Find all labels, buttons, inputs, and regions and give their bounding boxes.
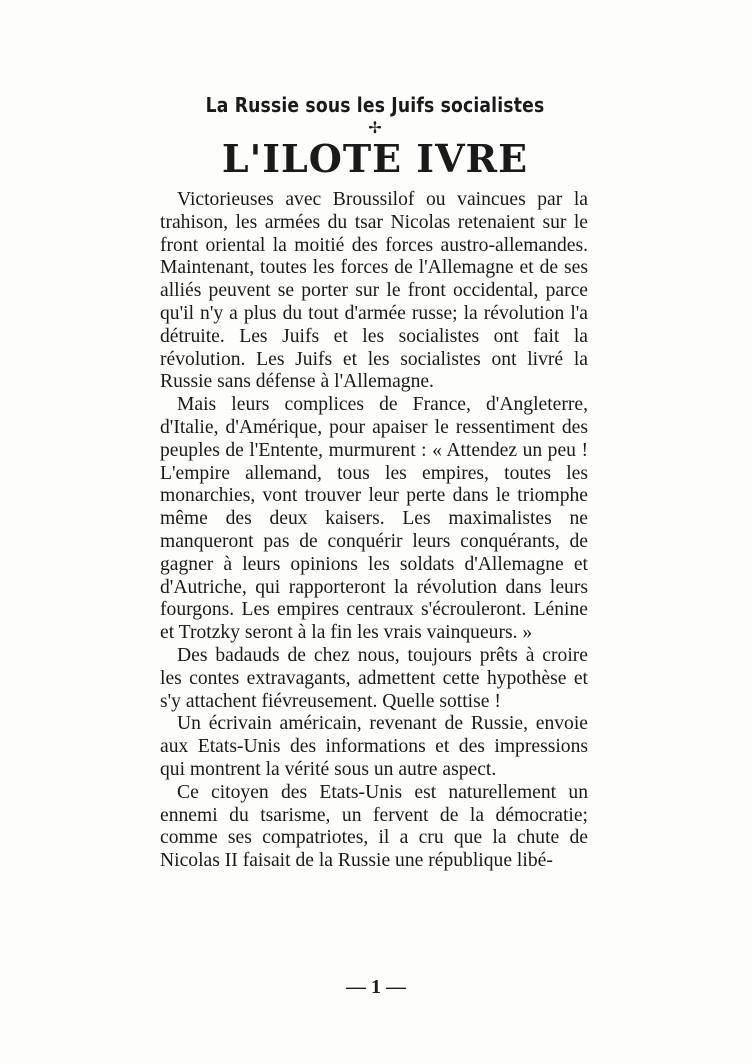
article-title: L'ILOTE IVRE <box>221 136 529 181</box>
article-header <box>160 92 590 180</box>
paragraph-4: Un écrivain américain, revenant de Russie, envoie aux Etats-Unis des informations et des impressions qui montrent la vérité sous un autre aspect. <box>160 713 588 780</box>
paragraph-5: Ce citoyen des Etats-Unis est naturellement un ennemi du tsarisme, un fervent de la démocratie; comme ses compatriotes, il a cru que la chute de Nicolas II faisait de la Russie une république libé- <box>160 781 588 872</box>
paragraph-2: Mais leurs complices de France, d'Angleterre, d'Italie, d'Amérique, pour apaiser le ressentiment des peuples de l'Entente, murmurent : « Attendez un peu ! L'empire allemand, tous les empires, toutes les monarchies, vont trouver leur perte dans le triomphe même des deux kaisers. Les maximalistes ne manqueront pas de conquérir leurs conquérants, de gagner à leurs opinions les soldats d'Allemagne et d'Autriche, qui rapporteront la révolution dans leurs fourgons. Les empires centraux s'écrouleront. Lénine et Trotzky seront à la fin les vrais vainqueurs. » <box>160 394 588 644</box>
paragraph-3: Des badauds de chez nous, toujours prêts à croire les contes extravagants, admettent cette hypothèse et s'y attachent fiévreusement. Quelle sottise ! <box>160 644 588 712</box>
page-number: — 1 — <box>346 976 406 998</box>
section-subtitle: La Russie sous les Juifs socialistes <box>205 93 545 117</box>
paragraph-1: Victorieuses avec Broussilof ou vaincues par la trahison, les armées du tsar Nicolas retenaient sur le front oriental la moitié des forces austro-allemandes. Maintenant, toutes les forces de l'Allemagne et de ses alliés peuvent se porter sur le front occidental, parce qu'il n'y a plus du tout d'armée russe; la révolution l'a détruite. Les Juifs et les socialistes ont fait la révolution. Les Juifs et les socialistes ont livré la Russie sans défense à l'Allemagne. <box>160 189 588 393</box>
article-body <box>160 189 588 873</box>
cross-ornament-icon: ✢ <box>368 118 382 137</box>
